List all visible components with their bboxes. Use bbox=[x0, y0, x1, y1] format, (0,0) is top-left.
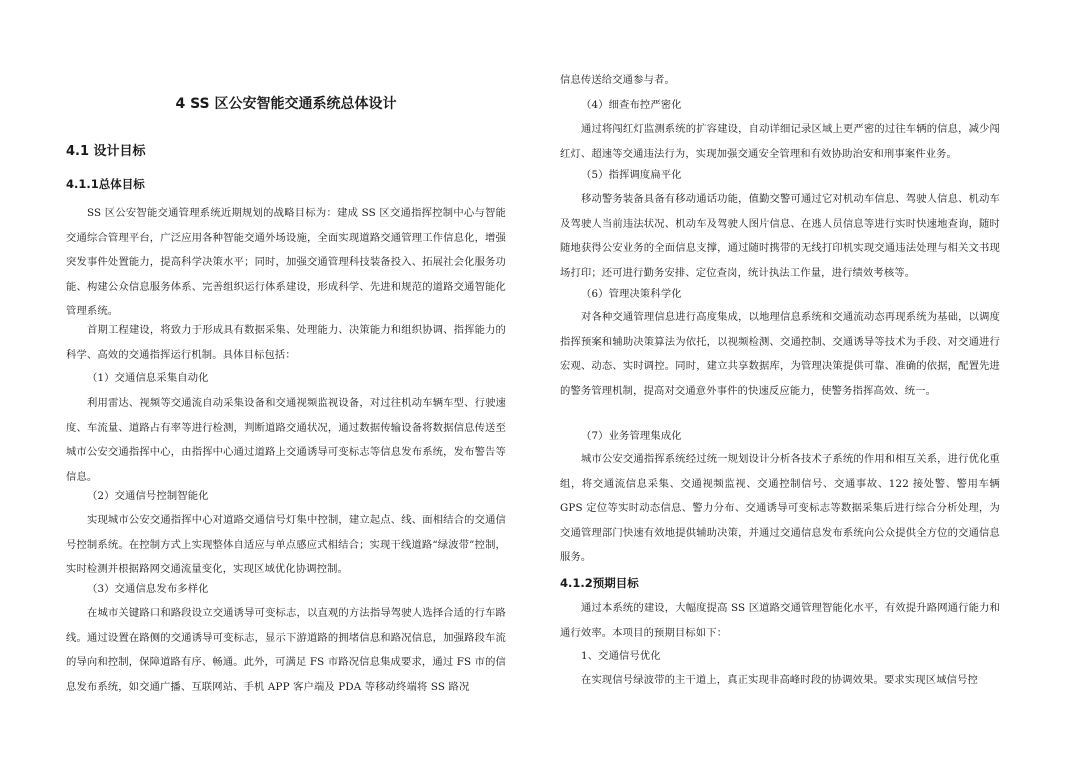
paragraph-overall-goal: SS 区公安智能交通管理系统近期规划的战略目标为：建成 SS 区交通指挥控制中心与智能交通综合管理平台，广泛应用各种智能交通外场设施，全面实现道路交通管理工作信息化，增强突发事件处置能力，提高科学决策水平；同时，加强交通管理科技装备投入、拓展社会化服务功能、构建公众信息服务体系、完善组织运行体系建设，形成科学、先进和规范的道路交通智能化管理系统。 bbox=[66, 207, 506, 317]
item-1-text: 利用雷达、视频等交通流自动采集设备和交通视频监视设备，对过往机动车辆车型、行驶速度、车流量、道路占有率等进行检测，判断道路交通状况，通过数据传输设备将数据信息传送至城市公安交通指挥中心，由指挥中心通过道路上交通诱导可变标志等信息发布系统，发布警告等信息。 bbox=[66, 397, 506, 483]
subsection-heading-4-1-1: 4.1.1总体目标 bbox=[66, 177, 145, 191]
item-1-title: （1）交通信息采集自动化 bbox=[87, 372, 209, 384]
item-3-title: （3）交通信息发布多样化 bbox=[87, 583, 209, 595]
item-4-text: 通过将闯红灯监测系统的扩容建设，自动详细记录区域上更严密的过往车辆的信息，减少闯红灯、超速等交通违法行为，实现加强交通安全管理和有效协助治安和刑事案件业务。 bbox=[560, 123, 1000, 160]
chapter-title: 4 SS 区公安智能交通系统总体设计 bbox=[175, 96, 397, 112]
paragraph-continued: 信息传送给交通参与者。 bbox=[560, 74, 675, 86]
item-6-title: （6）管理决策科学化 bbox=[581, 288, 682, 300]
item-2-title: （2）交通信号控制智能化 bbox=[87, 490, 209, 502]
subsection-heading-4-1-2: 4.1.2预期目标 bbox=[560, 576, 639, 590]
item-7-text: 城市公安交通指挥系统经过统一规划设计分析各技术子系统的作用和相互关系，进行优化重组，将交通流信息采集、交通视频监视、交通控制信号、交通事故、122 接处警、警用车辆 GPS 定位等实时动态信息、警力分布、交通诱导可变标志等数据采集后进行综合分析处理，为交通管理部门快速有效地提供辅助决策，并通过交通信息发布系统向公众提供全方位的交通信息服务。 bbox=[560, 453, 1000, 563]
paragraph-first-phase: 首期工程建设，将致力于形成具有数据采集、处理能力、决策能力和组织协调、指挥能力的科学、高效的交通指挥运行机制。具体目标包括： bbox=[66, 324, 506, 361]
item-4-title: （4）细查布控严密化 bbox=[581, 99, 682, 111]
item-2-text: 实现城市公安交通指挥中心对道路交通信号灯集中控制，建立起点、线、面相结合的交通信号控制系统。在控制方式上实现整体自适应与单点感应式相结合；实现干线道路“绿波带”控制，实时检测并根据路网交通流量变化，实现区域优化协调控制。 bbox=[66, 514, 506, 575]
expected-item-1-text: 在实现信号绿波带的主干道上，真正实现非高峰时段的协调效果。要求实现区域信号控 bbox=[581, 674, 978, 686]
item-3-text: 在城市关键路口和路段设立交通诱导可变标志，以直观的方法指导驾驶人选择合适的行车路线。通过设置在路侧的交通诱导可变标志，显示下游道路的拥堵信息和路况信息，加强路段车流的导向和控制，保障道路有序、畅通。此外，可满足 FS 市路况信息集成要求，通过 FS 市的信息发布系统，如交通广播、互联网站、手机 APP 客户端及 PDA 等移动终端将 SS 路况 bbox=[66, 607, 506, 693]
item-5-title: （5）指挥调度扁平化 bbox=[581, 169, 682, 181]
item-5-text: 移动警务装备具备有移动通话功能，值勤交警可通过它对机动车信息、驾驶人信息、机动车及驾驶人当前违法状况、机动车及驾驶人图片信息、在逃人员信息等进行实时快速地查询，随时随地获得公安业务的全面信息支撑，通过随时携带的无线打印机实现交通违法处理与相关文书现场打印；还可进行勤务安排、定位查岗，统计执法工作量，进行绩效考核等。 bbox=[560, 193, 1000, 279]
item-7-title: （7）业务管理集成化 bbox=[581, 430, 682, 442]
paragraph-expected-goals: 通过本系统的建设，大幅度提高 SS 区道路交通管理智能化水平，有效提升路网通行能力和通行效率。本项目的预期目标如下： bbox=[560, 602, 1000, 639]
section-heading-4-1: 4.1 设计目标 bbox=[66, 144, 146, 159]
expected-item-1-title: 1、交通信号优化 bbox=[581, 650, 661, 662]
item-6-text: 对各种交通管理信息进行高度集成，以地理信息系统和交通流动态再现系统为基础，以调度指挥预案和辅助决策算法为依托，以视频检测、交通控制、交通诱导等技术为手段、对交通进行宏观、动态、实时调控。同时，建立共享数据库，为管理决策提供可靠、准确的依据，配置先进的警务管理机制，提高对交通意外事件的快速反应能力，使警务指挥高效、统一。 bbox=[560, 311, 1000, 397]
